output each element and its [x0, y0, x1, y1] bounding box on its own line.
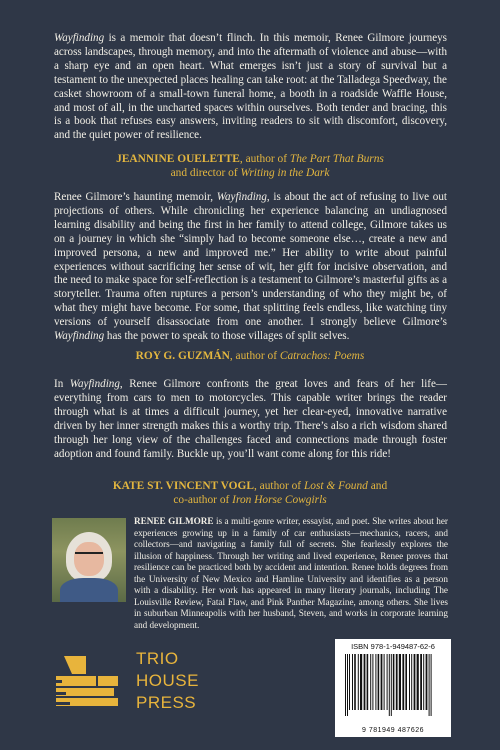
barcode-bar — [423, 654, 424, 710]
publisher-name-line2: HOUSE — [136, 671, 199, 690]
blurb-2 — [54, 191, 447, 344]
barcode-bar — [370, 654, 371, 710]
blurb-1 — [54, 32, 447, 143]
barcode-bar — [429, 654, 430, 716]
blurb-3-work2: Iron Horse Cowgirls — [232, 493, 327, 506]
blurb-2-attr-pre: , author of — [229, 350, 280, 362]
publisher-name — [136, 648, 199, 714]
barcode-bar — [384, 654, 385, 710]
barcode-bar — [396, 654, 398, 710]
author-name: RENEE GILMORE — [134, 516, 214, 526]
publisher-name-line1: TRIO — [136, 649, 179, 668]
barcode-bar — [414, 654, 416, 710]
blurb-2-title-2: Wayfinding — [54, 330, 105, 343]
barcode-bar — [399, 654, 401, 710]
barcode-bar — [345, 654, 346, 716]
blurb-3-attribution — [110, 480, 390, 508]
publisher-name-line3: PRESS — [136, 693, 197, 712]
barcode-bar — [391, 654, 392, 716]
barcode-bar — [411, 654, 412, 710]
blurb-3-text: , Renee Gilmore confronts the great loves and fears of her life—everything from cars to men to motorcycles. This capable writer brings the reader through what is at times a difficult journey, yet her clear-eyed, innovative narrative driven by her inner strength makes this a worthy trip. There’s also a rich wisdom shared through her long view of the challenges faced and connections made through foster adoption and found family. Buckle up, you’ll want come along for this ride! — [54, 378, 447, 460]
barcode-bars — [343, 654, 443, 716]
barcode-bar — [347, 654, 348, 716]
blurb-3 — [54, 378, 447, 461]
blurb-1-text: is a memoir that doesn’t flinch. In this memoir, Renee Gilmore journeys across landscapes, through memory, and into the aftermath of violence and abuse—with a sharp eye and an open heart. What emerges isn’t just a story of survival but a testament to the unexpected places healing can take root: at the Talladega Speedway, the casket showroom of a small-town funeral home, a booth in a roadside Waffle House, and most of all, in the uncharted spaces within ourselves. Both tender and bracing, this is a book that refuses easy answers, inviting readers to sit with discomfort, discovery, and the quiet power of resilience. — [54, 32, 447, 142]
barcode-bar — [393, 654, 395, 710]
isbn-barcode — [335, 639, 451, 737]
barcode-digits: 9 781949 487626 — [362, 727, 424, 734]
blurb-3-attr-mid: and co-author of — [173, 480, 388, 506]
barcode-bar — [426, 654, 428, 710]
blurb-1-attr-mid: and director of — [170, 166, 241, 179]
barcode-bar — [381, 654, 383, 710]
author-bio — [134, 516, 448, 631]
barcode-bar — [360, 654, 362, 710]
barcode-bar — [358, 654, 359, 710]
blurb-2-author: ROY G. GUZMÁN — [135, 350, 230, 362]
blurb-3-work1: Lost & Found — [303, 480, 368, 492]
blurb-1-work1: The Part That Burns — [289, 153, 384, 165]
author-photo — [52, 518, 126, 602]
isbn-label: ISBN 978-1-949487-62-6 — [351, 642, 435, 651]
barcode-bar — [372, 654, 373, 710]
barcode-bar — [431, 654, 432, 716]
barcode-bar — [402, 654, 404, 710]
blurb-2-pre: Renee Gilmore’s haunting memoir, — [54, 191, 217, 203]
publisher-logo-icon — [52, 652, 122, 714]
blurb-3-pre: In — [54, 378, 70, 390]
blurb-1-author: JEANNINE OUELETTE — [116, 153, 240, 165]
blurb-1-attr-pre: , author of — [239, 153, 290, 165]
barcode-bar — [367, 654, 369, 710]
blurb-2-text-2: has the power to speak to those villages of split selves. — [104, 330, 350, 343]
blurb-2-attribution — [60, 350, 440, 364]
barcode-bar — [375, 654, 376, 710]
barcode-bar — [354, 654, 356, 710]
blurb-1-work2: Writing in the Dark — [240, 166, 330, 179]
barcode-bar — [389, 654, 390, 716]
blurb-1-title: Wayfinding — [54, 32, 105, 44]
author-bio-text: is a multi-genre writer, essayist, and poet. She writes about her experiences growing up in a family of car enthusiasts—mechanics, racers, and collectors—and navigating a family full of secrets. She fearlessly explores the illusion of happiness. Through her writing and lived experience, Renee proves that resilience can be practiced both by accident and intention. Renee holds degrees from the University of New Mexico and Hamline University and identifies as a person with a disability. Her work has appeared in many literary journals, including The Louisville Review, Fatal Flaw, and Pink Panther Magazine, among others. She lives in suburban Minneapolis with her husband, Steven, and works in corporate learning and development. — [134, 516, 448, 630]
barcode-bar — [378, 654, 380, 710]
blurb-3-title: Wayfinding — [69, 378, 120, 390]
blurb-3-author: KATE ST. VINCENT VOGL — [112, 480, 254, 492]
barcode-bar — [409, 654, 410, 710]
barcode-bar — [420, 654, 422, 710]
barcode-bar — [405, 654, 407, 710]
blurb-2-text: , is about the act of refusing to live out projections of others. While chronicling her experience balancing an undiagnosed learning disability and being the first in her family to attend college, Gilmore takes us on a journey in which she “simply had to become someone else…, create a new and improved persona, a new and improved me.” Her ability to write about painful experiences without sacrificing her sense of wit, her gift for incisive observation, and the need to make space for self-reflection is a testament to Gilmore’s masterful gifts as a storyteller. Trauma often ruptures a person’s understanding of who they might be, of what they might have become. For some, that splitting feels endless, like watching tiny versions of yourself disassociate from one another. I strongly believe Gilmore’s — [54, 191, 447, 329]
blurb-2-title: Wayfinding — [216, 191, 267, 203]
blurb-1-attribution — [110, 153, 390, 181]
barcode-bar — [417, 654, 419, 710]
barcode-bar — [387, 654, 388, 710]
blurb-2-work1: Catrachos: Poems — [279, 350, 365, 362]
barcode-bar — [364, 654, 366, 710]
barcode-bar — [349, 654, 350, 710]
barcode-bar — [352, 654, 353, 710]
blurb-3-attr-pre: , author of — [253, 480, 304, 492]
